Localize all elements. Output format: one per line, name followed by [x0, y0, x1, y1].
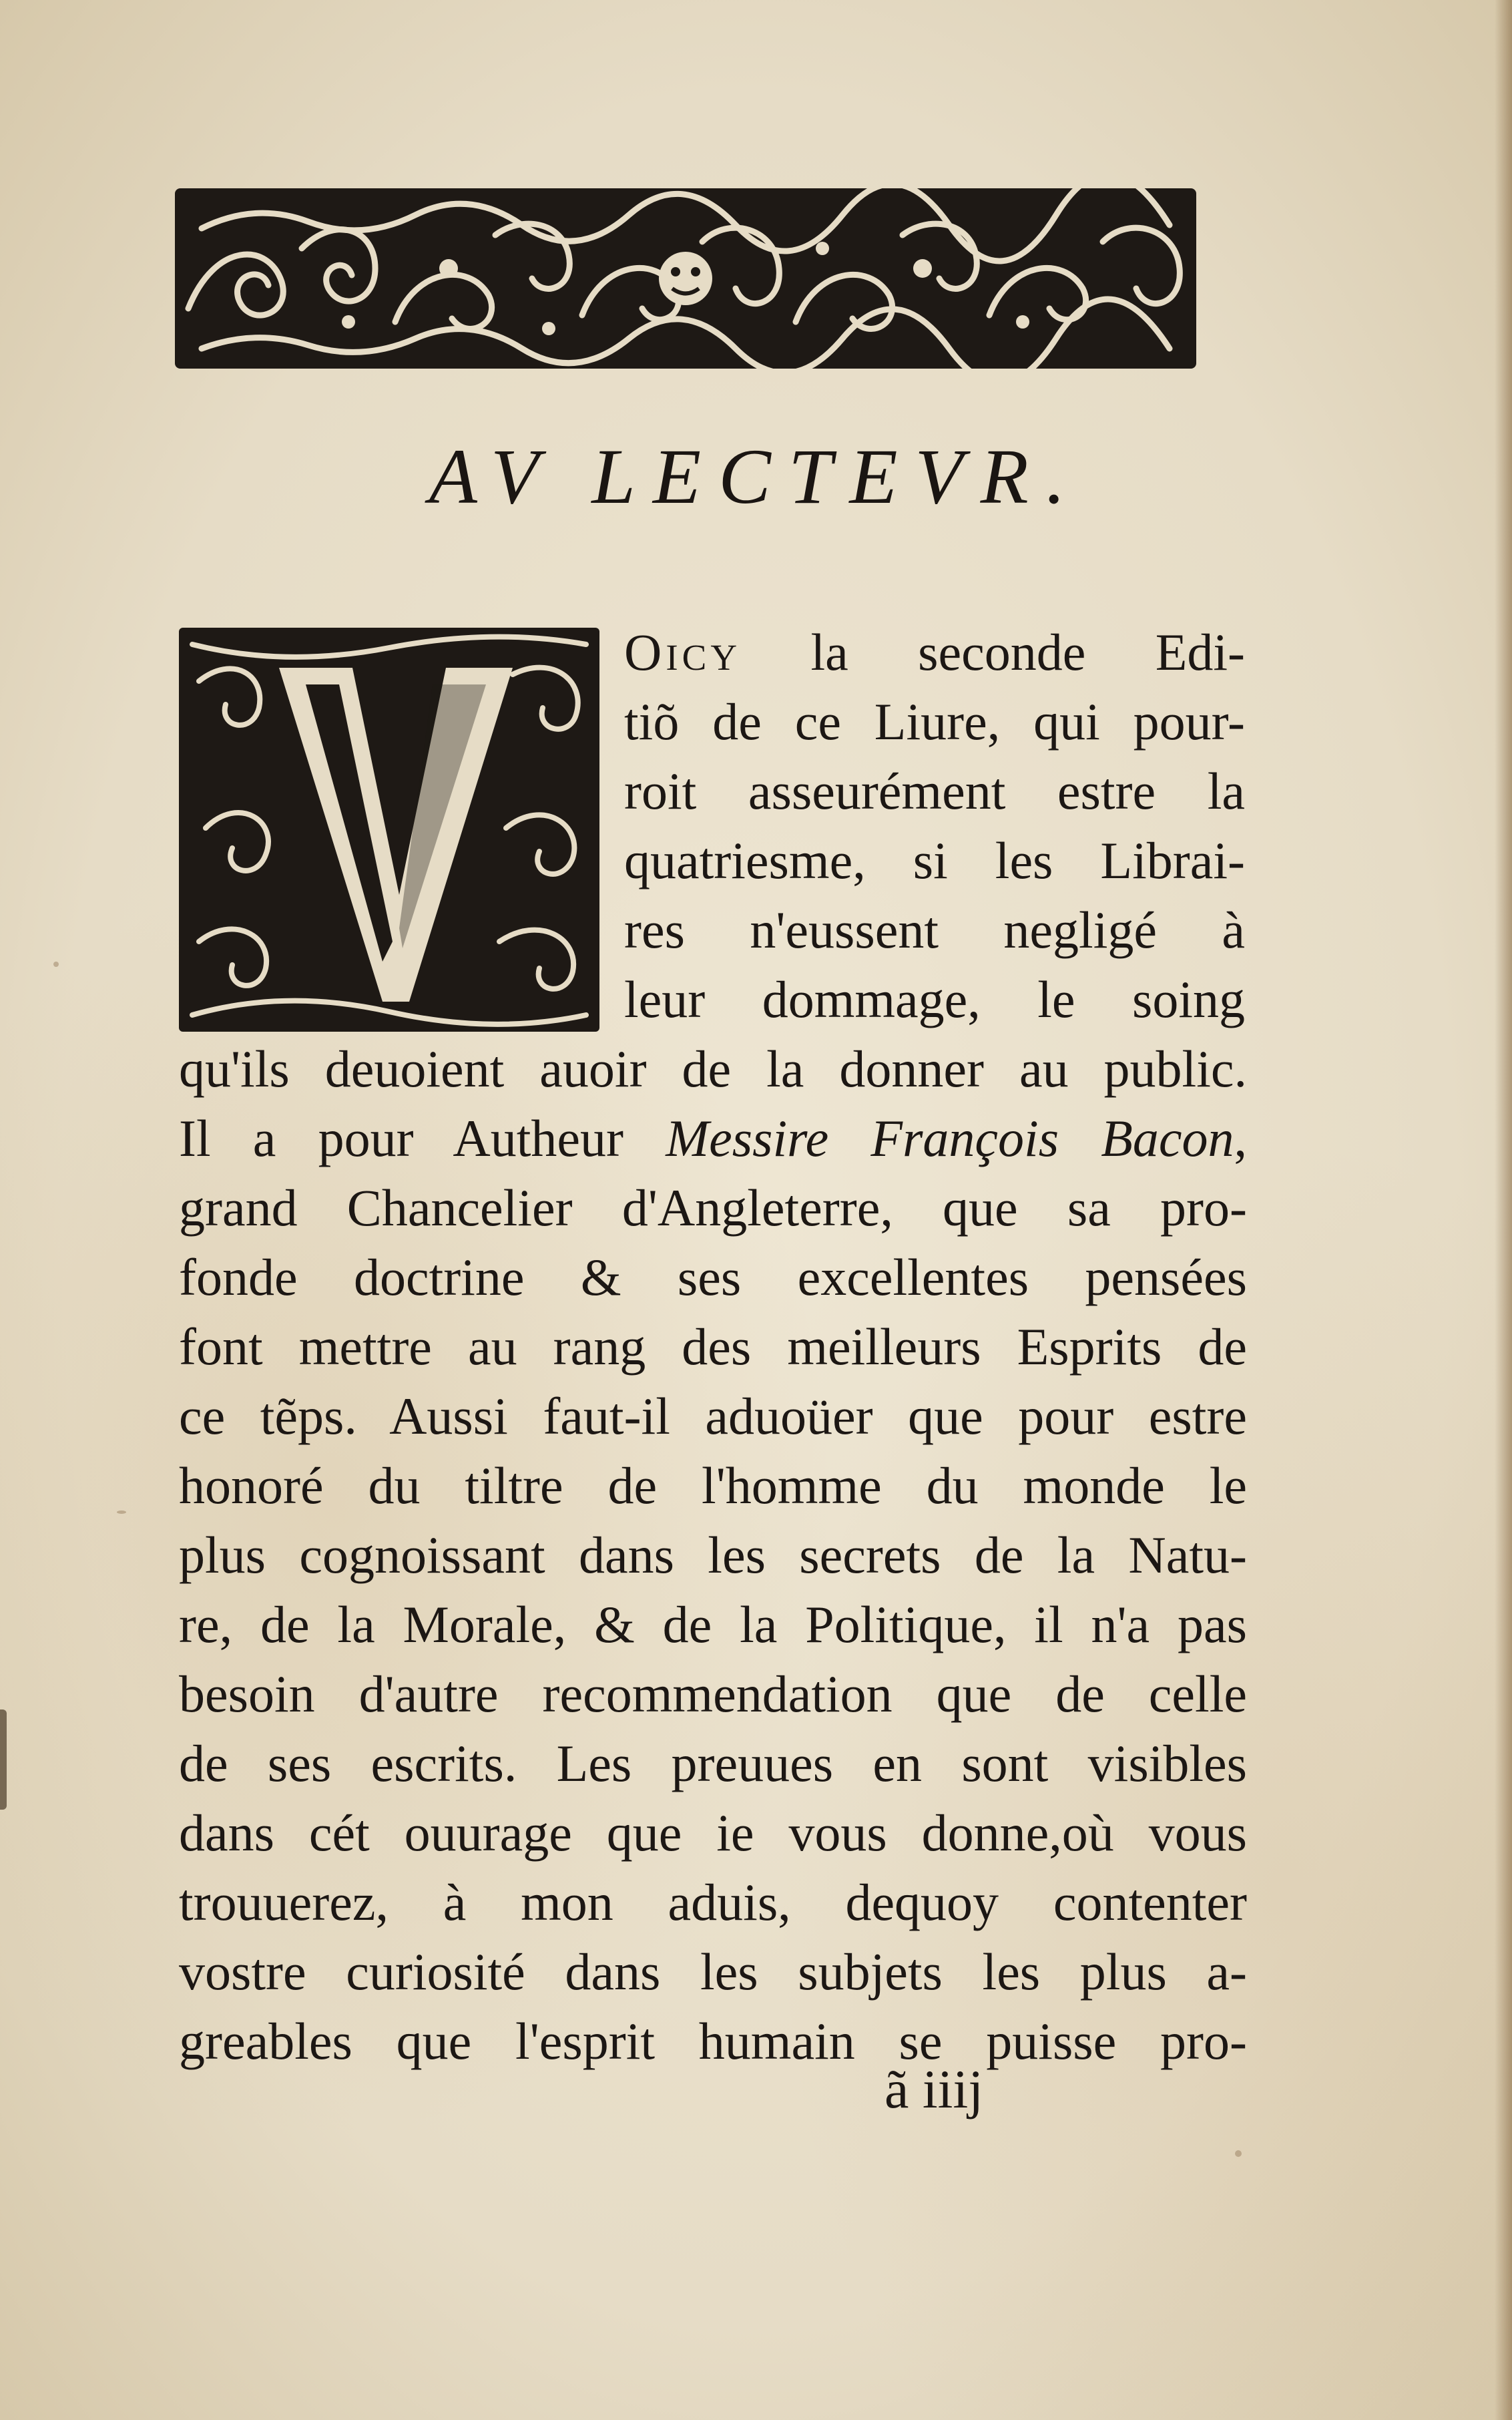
- text-line: res n'eussent negligé à: [624, 901, 1245, 959]
- text-line: ce tẽps. Aussi faut-il aduoüer que pour estre: [179, 1387, 1247, 1445]
- paper-spot: [53, 962, 59, 967]
- page-title: AV LECTEVR.: [429, 433, 1083, 520]
- text-line: Il a pour Autheur Messire François Bacon,: [179, 1109, 1248, 1167]
- decorated-initial: [179, 628, 599, 1032]
- text-line: re, de la Morale, & de la Politique, il n'a pas: [179, 1595, 1247, 1653]
- text-line: grand Chancelier d'Angleterre, que sa pro-: [179, 1179, 1247, 1237]
- text-line: plus cognoissant dans les secrets de la Natu-: [179, 1526, 1247, 1584]
- signature-mark: ã iiij: [885, 2059, 984, 2120]
- paper-spot: [1235, 2150, 1242, 2157]
- text-line: fonde doctrine & ses excellentes pensées: [179, 1248, 1247, 1306]
- page-edge-shadow: [1495, 0, 1512, 2420]
- text-line: roit asseurément estre la: [624, 762, 1245, 820]
- text-line: tiõ de ce Liure, qui pour-: [624, 692, 1245, 751]
- author-name: Messire François Bacon: [666, 1109, 1234, 1167]
- text-line: qu'ils deuoient auoir de la donner au public.: [179, 1040, 1247, 1098]
- text-line: Oicy la seconde Edi-: [624, 623, 1245, 681]
- text-line: leur dommage, le soing: [624, 970, 1245, 1028]
- text-line: besoin d'autre recommendation que de celle: [179, 1665, 1247, 1723]
- text-line: quatriesme, si les Librai-: [624, 831, 1245, 889]
- text-line: honoré du tiltre de l'homme du monde le: [179, 1456, 1247, 1515]
- initial-word: Oicy: [624, 623, 742, 681]
- text-line: trouuerez, à mon aduis, dequoy contenter: [179, 1873, 1247, 1931]
- text-line: font mettre au rang des meilleurs Esprits de: [179, 1318, 1247, 1376]
- text-line: de ses escrits. Les preuues en sont visibles: [179, 1734, 1247, 1792]
- text-line: dans cét ouurage que ie vous donne,où vous: [179, 1804, 1247, 1862]
- body-text-block: [179, 1034, 1247, 2076]
- binding-mark: [0, 1709, 7, 1810]
- text-line: greables que l'esprit humain se puisse pro-: [179, 2012, 1247, 2070]
- paper-spot: [117, 1510, 126, 1514]
- text-line: vostre curiosité dans les subjets les plus a-: [179, 1943, 1247, 2001]
- ornamental-headpiece: [175, 188, 1196, 369]
- intro-text-block: [624, 618, 1245, 1034]
